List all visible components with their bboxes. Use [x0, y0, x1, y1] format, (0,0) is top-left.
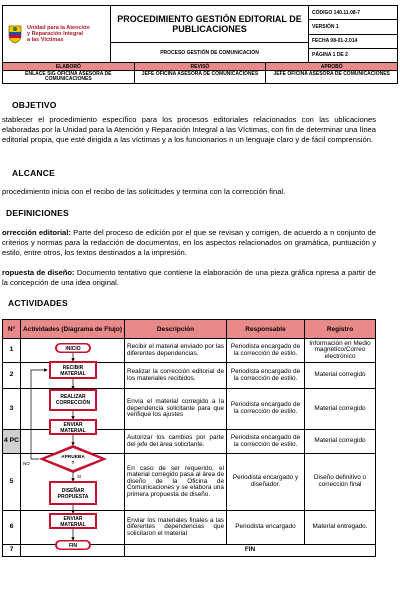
document-metadata — [309, 6, 397, 62]
document-page-number: PÁGINA 1 DE 2 — [312, 52, 348, 59]
flow-diagram — [21, 337, 125, 560]
table-row: 5 En caso de ser requerido, el material corregido pasa al área de diseño de la Oficina de Comunicaciones y se elabora una primera propuesta de diseño. Periodista encargado y diseñador. Diseño definitivo o corrección final — [3, 454, 375, 511]
approval-aprobo: APROBÓ JEFE OFICINA ASESORA DE COMUNICACIONES — [266, 63, 397, 83]
logo-block — [3, 6, 111, 62]
svg-text:REALIZAR: REALIZAR — [60, 394, 86, 400]
section-objetivo-text: stablecer el procedimiento específico para los procesos editoriales relacionados con las ublicaciones elaboradas por la Unidad para la Atención y Reparación Integral a las Víctimas, con fin de determinar una línea editorial propia, que esté dirigida a las víctimas y a los funcionarios n un lenguaje claro y de fácil comprensión. — [2, 115, 377, 144]
flow-step-design — [49, 481, 97, 505]
svg-text:CORRECCIÓN: CORRECCIÓN — [55, 400, 91, 406]
document-date: FECHA 08-01-2.014 — [309, 35, 397, 49]
svg-text:FIN: FIN — [68, 543, 78, 549]
document-code: CÓDIGO 140.11.08-7 — [309, 6, 397, 20]
document-header — [2, 5, 398, 63]
flow-end-node — [55, 540, 91, 550]
flow-label-yes: SI — [77, 474, 82, 479]
section-actividades-title: ACTIVIDADES — [8, 298, 68, 308]
section-alcance-title: ALCANCE — [12, 168, 55, 178]
flow-start-node — [55, 343, 91, 353]
svg-text:?: ? — [71, 461, 75, 466]
table-row: 3 Envía el material corregido a la dependencia solicitante para que verifique los ajustes Periodista encargado de la corrección de estilo. Material corregido — [3, 389, 375, 430]
table-row: 2 Realizar la corrección editorial de los materiales recibidos. Periodista encargado de la corrección de estilo. Material corregido — [3, 363, 375, 389]
col-header-record: Registro — [326, 325, 354, 333]
svg-text:MATERIAL: MATERIAL — [60, 522, 86, 528]
svg-text:RECIBIR: RECIBIR — [62, 365, 84, 371]
svg-text:APRUEBA: APRUEBA — [61, 455, 85, 460]
svg-text:ENVIAR: ENVIAR — [63, 516, 83, 522]
approval-reviso: REVISÓ JEFE OFICINA ASESORA DE COMUNICACIONES — [135, 63, 267, 83]
col-header-number: N° — [3, 320, 21, 338]
col-header-responsible: Responsable — [227, 320, 305, 338]
table-row: 6 Enviar los materiales finales a las diferentes dependencias que solicitaron el material Periodista encargado Material entregado. — [3, 511, 375, 545]
flow-step-send-final — [49, 513, 97, 529]
svg-text:ENVIAR: ENVIAR — [63, 422, 83, 428]
section-alcance-text: procedimiento inicia con el recibo de las solicitudes y termina con la corrección final. — [2, 187, 286, 196]
table-row: 1 Recibir el material enviado por las diferentes dependencias. Periodista encargado de la corrección de estilo. Información en Medio magnético/Correo electrónico — [3, 339, 375, 363]
svg-text:INICIO: INICIO — [65, 346, 81, 352]
svg-text:DISEÑAR: DISEÑAR — [61, 488, 85, 494]
approval-elaboro: ELABORÓ ENLACE SIG OFICINA ASESORA DE COMUNICACIONES — [3, 63, 135, 83]
definition-propuesta: ropuesta de diseño: Documento tentativo que contiene la elaboración de una pieza gráfica npresa a partir de la concepción de una idea original. — [2, 268, 376, 287]
flow-step-send — [49, 419, 97, 435]
flow-step-receive — [49, 361, 97, 379]
flow-decision-approve — [39, 445, 107, 473]
flow-connectors — [31, 353, 73, 540]
table-row: 4 PC Autorizar los cambios por parte del jefe del área solicitante. Periodista encargado de la corrección de estilo. Material corregido — [3, 430, 375, 454]
document-version: VERSIÓN 1 — [309, 20, 397, 34]
section-definiciones-title: DEFINICIONES — [6, 208, 69, 218]
svg-text:MATERIAL: MATERIAL — [60, 371, 86, 377]
logo-text: Unidad para la Atención y Reparación Integral a las Víctimas — [27, 25, 90, 43]
flow-label-no: NO — [23, 461, 30, 466]
coat-of-arms-icon — [7, 24, 23, 44]
col-header-flow: Actividades (Diagrama de Flujo) — [21, 320, 125, 338]
flow-step-correct — [49, 389, 97, 411]
svg-text:PROPUESTA: PROPUESTA — [57, 494, 89, 500]
svg-text:MATERIAL: MATERIAL — [60, 428, 86, 434]
section-objetivo-title: OBJETIVO — [12, 100, 57, 110]
approval-strip — [2, 63, 398, 84]
table-end-label: FIN — [244, 546, 256, 554]
definition-correccion: orrección editorial: Parte del proceso de edición por el que se revisan y corrigen, de acuerdo a n conjunto de criterios y normas para la redacción de documentos, en los aspectos relacionados on gramática, puntuación y estilo, entre otros, los textos destinados a la impresión. — [2, 228, 376, 257]
col-header-description: Descripción — [125, 320, 227, 338]
table-row: 7 FIN — [3, 545, 375, 556]
document-title: PROCEDIMIENTO GESTIÓN EDITORIAL DE PUBLICACIONES — [111, 6, 308, 43]
document-process: PROCESO GESTIÓN DE COMUNICACIÓN — [160, 49, 259, 56]
